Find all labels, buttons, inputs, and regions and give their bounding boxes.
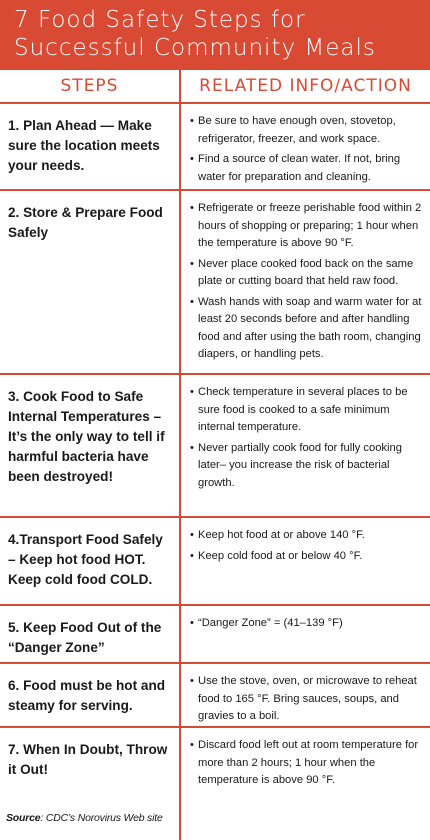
table-row (0, 104, 430, 191)
step-info (181, 191, 430, 373)
page-title: 7 Food Safety Steps for Successful Community Meals (14, 7, 376, 61)
step-info (181, 518, 430, 604)
source-note (0, 800, 181, 840)
step-info (181, 606, 430, 662)
steps-table (0, 104, 430, 840)
info-bullet: • Never partially cook food for fully cooking later– you increase the risk of bacterial growth. (190, 440, 422, 493)
info-bullet: • Keep hot food at or above 140 °F. (190, 527, 422, 545)
title-banner (0, 0, 430, 70)
table-row (0, 191, 430, 375)
info-bullet: • “Danger Zone” = (41–139 °F) (190, 615, 422, 633)
step-label: 6. Food must be hot and steamy for serving. (0, 664, 181, 726)
info-bullet: • Find a source of clean water. If not, bring water for preparation and cleaning. (190, 151, 422, 186)
info-bullet: • Discard food left out at room temperature for more than 2 hours; 1 hour when the temperature is above 90 °F. (190, 737, 422, 790)
source-label: Source (6, 812, 41, 824)
step-info (181, 664, 430, 726)
step-label: 4.Transport Food Safely – Keep hot food HOT. Keep cold food COLD. (0, 518, 181, 604)
source-row (0, 800, 430, 840)
info-bullet: • Wash hands with soap and warm water for at least 20 seconds before and after handling food and after using the bath room, changing diapers, or handling pets. (190, 294, 422, 364)
info-bullet: • Never place cooked food back on the same plate or cutting board that held raw food. (190, 256, 422, 291)
source-spacer (181, 800, 430, 840)
step-info (181, 375, 430, 516)
table-row (0, 518, 430, 606)
info-bullet: • Be sure to have enough oven, stovetop, refrigerator, freezer, and work space. (190, 113, 422, 148)
table-row (0, 728, 430, 800)
step-label: 1. Plan Ahead — Make sure the location meets your needs. (0, 104, 181, 189)
info-bullet: • Refrigerate or freeze perishable food within 2 hours of shopping or preparing; 1 hour when the temperature is above 90 °F. (190, 200, 422, 253)
step-info (181, 104, 430, 189)
step-label: 3. Cook Food to Safe Internal Temperatures – It’s the only way to tell if harmful bacteria have been destroyed! (0, 375, 181, 516)
step-info (181, 728, 430, 800)
table-row (0, 664, 430, 728)
step-label: 5. Keep Food Out of the “Danger Zone” (0, 606, 181, 662)
table-row (0, 606, 430, 664)
steps-column-header: STEPS (0, 70, 181, 102)
table-header (0, 70, 430, 104)
step-label: 7. When In Doubt, Throw it Out! (0, 728, 181, 800)
info-column-header: RELATED INFO/ACTION (199, 76, 412, 96)
info-bullet: • Keep cold food at or below 40 °F. (190, 548, 422, 566)
table-row (0, 375, 430, 518)
info-bullet: • Use the stove, oven, or microwave to reheat food to 165 °F. Bring sauces, soups, and gravies to a boil. (190, 673, 422, 726)
source-text: : CDC’s Norovirus Web site (40, 812, 163, 824)
info-bullet: • Check temperature in several places to be sure food is cooked to a safe minimum internal temperature. (190, 384, 422, 437)
step-label: 2. Store & Prepare Food Safely (0, 191, 181, 373)
